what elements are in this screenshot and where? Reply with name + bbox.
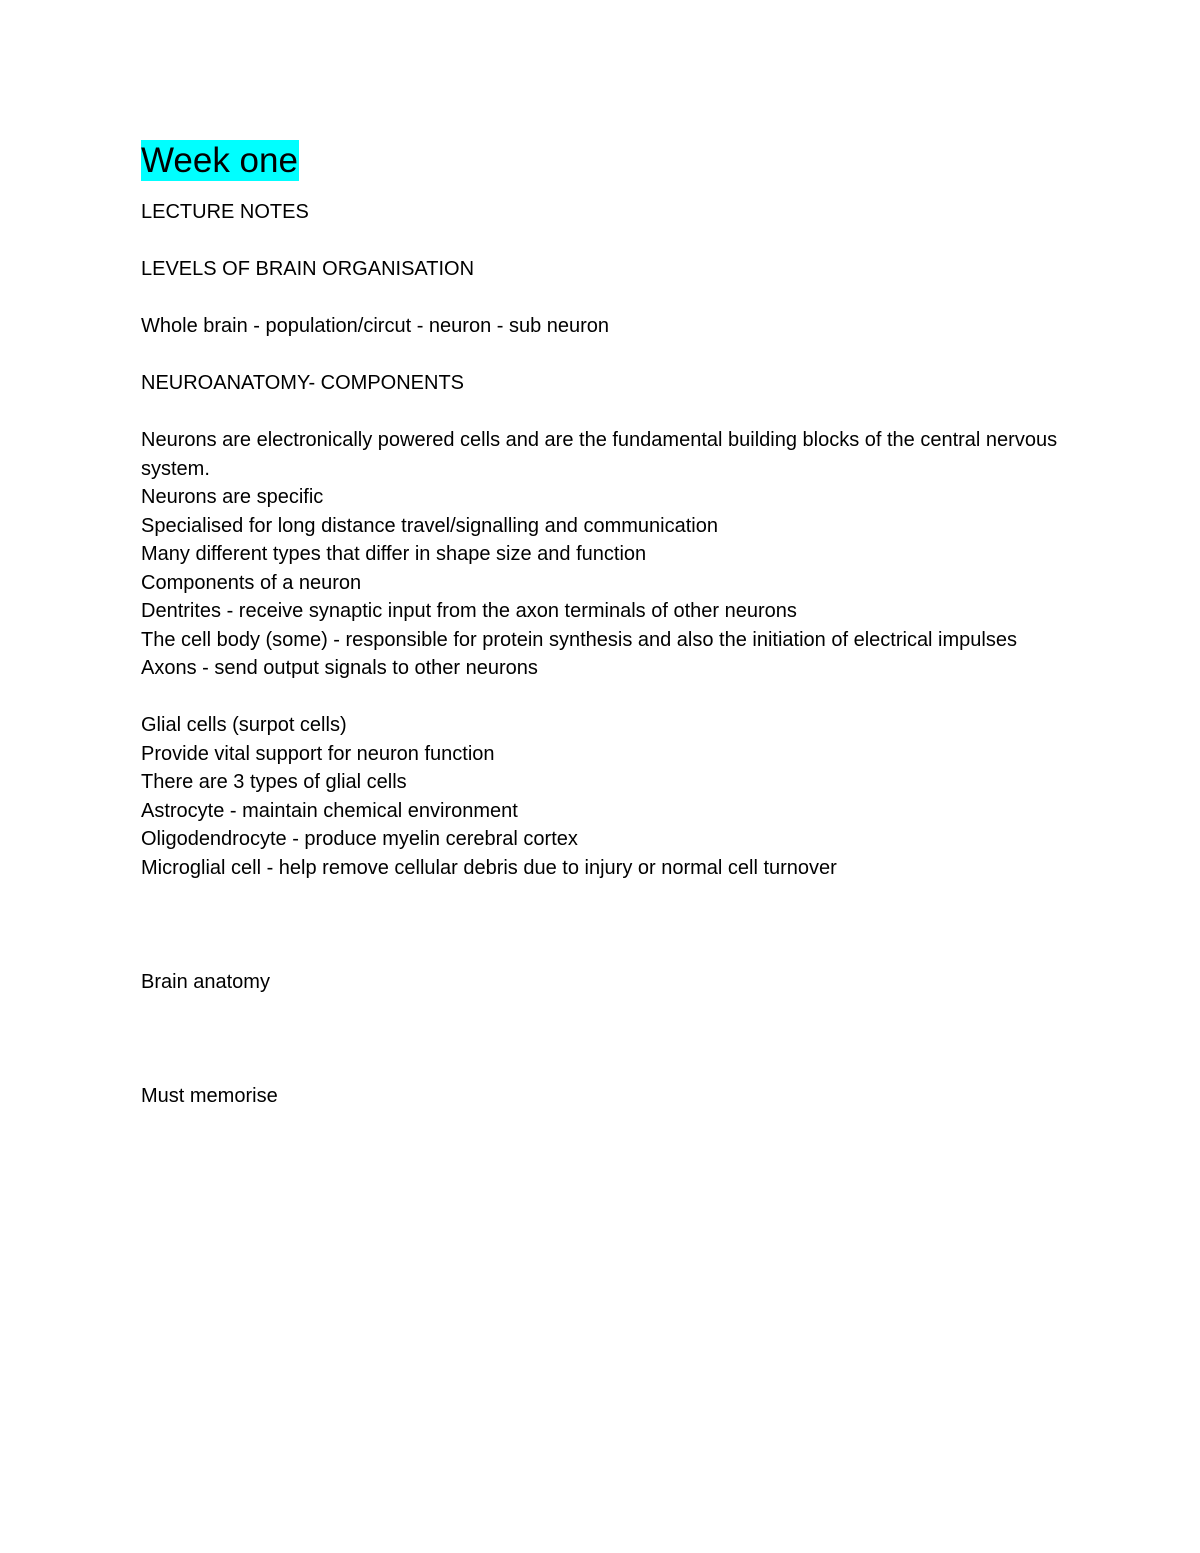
levels-heading: LEVELS OF BRAIN ORGANISATION xyxy=(141,258,475,280)
brain-anatomy-heading: Brain anatomy xyxy=(141,970,270,993)
neurons-line: The cell body (some) - responsible for protein synthesis and also the initiation of electrical impulses xyxy=(141,628,1017,651)
spacer xyxy=(141,683,1061,712)
spacer xyxy=(141,181,1061,198)
spacer xyxy=(141,284,1061,313)
glial-line: Microglial cell - help remove cellular debris due to injury or normal cell turnover xyxy=(141,856,837,879)
spacer xyxy=(141,1053,1061,1082)
glial-line: Astrocyte - maintain chemical environment xyxy=(141,799,518,822)
spacer xyxy=(141,227,1061,256)
document-content xyxy=(141,140,1061,1110)
neurons-line: Neurons are specific xyxy=(141,486,324,508)
neurons-line: Axons - send output signals to other neurons xyxy=(141,657,538,679)
glial-line: There are 3 types of glial cells xyxy=(141,771,407,793)
spacer xyxy=(141,939,1061,968)
neurons-line: Neurons are electronically powered cells and are the fundamental building blocks of the central nervous system. xyxy=(141,429,1058,480)
glial-line: Provide vital support for neuron function xyxy=(141,742,495,765)
spacer xyxy=(141,882,1061,939)
spacer xyxy=(141,398,1061,427)
neurons-line: Components of a neuron xyxy=(141,571,362,594)
neurons-line: Dentrites - receive synaptic input from the axon terminals of other neurons xyxy=(141,600,797,622)
levels-line: Whole brain - population/circut - neuron - sub neuron xyxy=(141,315,610,337)
glial-line: Oligodendrocyte - produce myelin cerebral cortex xyxy=(141,828,578,850)
neurons-line: Many different types that differ in shape size and function xyxy=(141,543,647,565)
must-memorise-line: Must memorise xyxy=(141,1084,278,1107)
neuroanatomy-heading: NEUROANATOMY- COMPONENTS xyxy=(141,372,464,394)
page-title: Week one xyxy=(141,141,298,180)
lecture-notes-heading: LECTURE NOTES xyxy=(141,201,309,223)
neurons-line: Specialised for long distance travel/signalling and communication xyxy=(141,514,718,537)
spacer xyxy=(141,996,1061,1053)
glial-line: Glial cells (surpot cells) xyxy=(141,714,347,736)
spacer xyxy=(141,341,1061,370)
